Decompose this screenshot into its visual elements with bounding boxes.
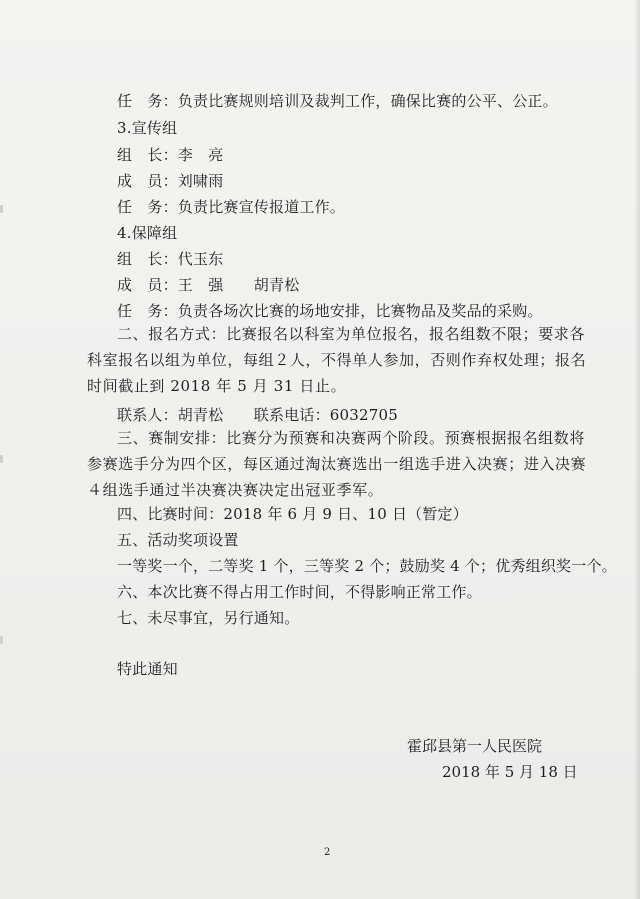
issue-date: 2018 年 5 月 18 日 [442,763,578,781]
awards-heading: 五、活动奖项设置 [117,531,239,549]
contact-line: 联系人：胡青松 联系电话：6032705 [117,406,399,424]
publicity-task-line: 任 务：负责比赛宣传报道工作。 [117,198,346,216]
issuing-organization: 霍邱县第一人民医院 [407,737,543,755]
rule-item-7: 七、未尽事宜，另行通知。 [117,609,300,627]
publicity-member-line: 成 员：刘啸雨 [117,172,224,190]
support-leader-line: 组 长：代玉东 [117,250,224,268]
support-member-line: 成 员：王 强 胡青松 [117,276,300,294]
support-task-line: 任 务：负责各场次比赛的场地安排，比赛物品及奖品的采购。 [117,302,543,320]
page-number: 2 [324,847,331,858]
referee-task-line: 任 务：负责比赛规则培训及裁判工作，确保比赛的公平、公正。 [117,92,558,110]
schedule-paragraph: 三、赛制安排：比赛分为预赛和决赛两个阶段。预赛根据报名组数将参赛选手分为四个区，每区通过淘汰赛选出一组选手进入决赛；进入决赛４组选手通过半决赛决赛决定出冠亚季军。 [87,429,587,499]
closing-text: 特此通知 [117,660,178,678]
publicity-group-heading: 3.宣传组 [117,119,178,137]
page-edge-shadow [634,0,640,899]
registration-paragraph: 二、报名方式：比赛报名以科室为单位报名，报名组数不限；要求各科室报名以组为单位，每组２人，不得单人参加，否则作弃权处理；报名时间截止到 2018 年 5 月 31 日止。 [87,325,587,395]
rule-item-6: 六、本次比赛不得占用工作时间，不得影响正常工作。 [117,583,482,601]
publicity-leader-line: 组 长：李 亮 [117,146,224,164]
binding-mark [0,636,3,644]
support-group-heading: 4.保障组 [117,224,178,242]
binding-mark [0,205,3,213]
awards-line: 一等奖一个，二等奖 1 个，三等奖 2 个；鼓励奖 4 个；优秀组织奖一个。 [117,557,617,575]
time-line: 四、比赛时间：2018 年 6 月 9 日、10 日（暂定） [117,505,468,523]
binding-mark [0,455,3,463]
